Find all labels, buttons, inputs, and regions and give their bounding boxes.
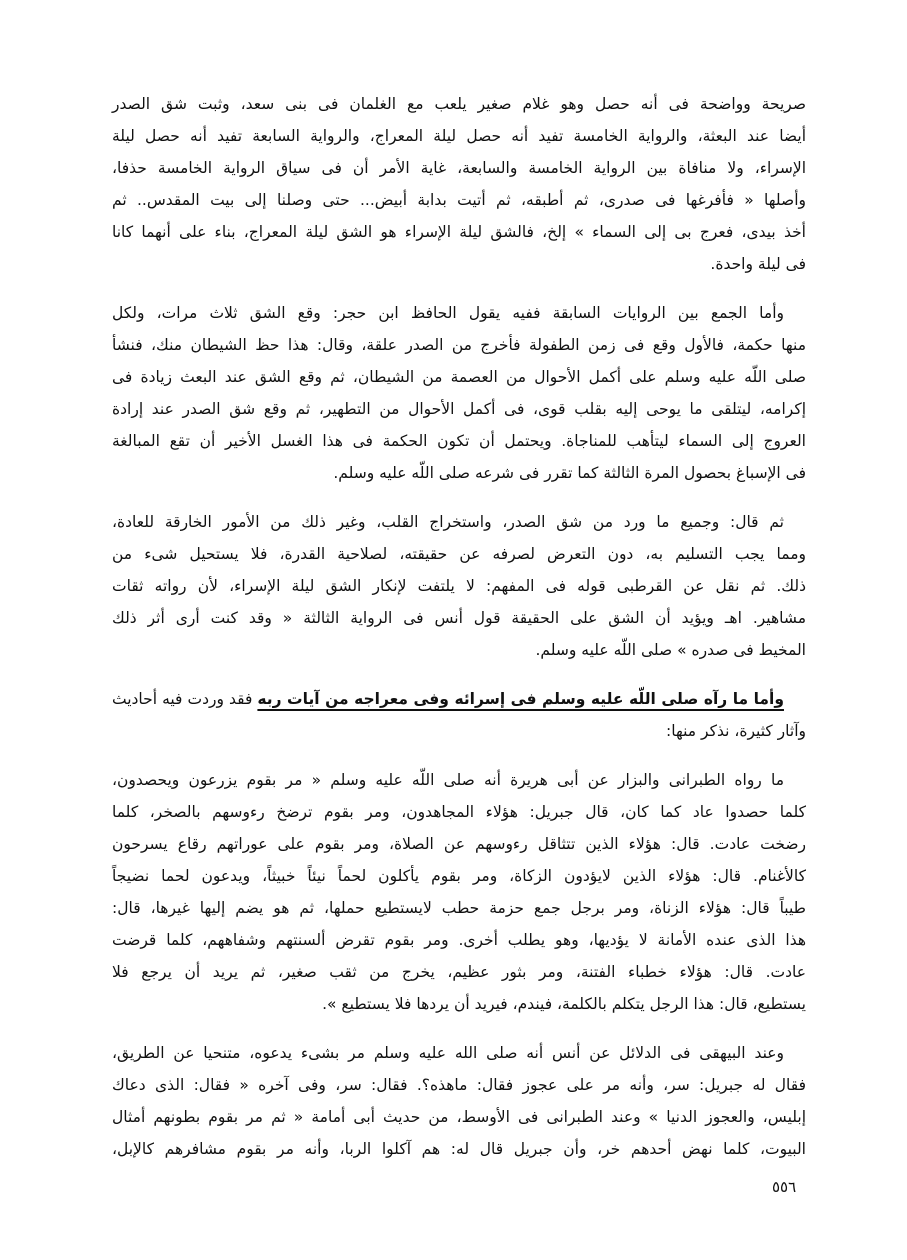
text-line: وأصلها « فأفرغها فى صدرى، ثم أطبقه، ثم أتيت بدابة أبيض... حتى وصلنا إلى بيت المقدس.. ثم [112,191,806,209]
text-line: وأما الجمع بين الروايات السابقة ففيه يقول الحافظ ابن حجر: وقع الشق ثلاث مرات، ولكل [112,304,784,322]
text-line: هذا الذى عنده الأمانة لا يؤديها، وهو يطلب أخرى. ومر بقوم تقرض ألسنتهم وشفاههم، كلما قرضت [112,931,806,949]
text-line: وعند البيهقى فى الدلائل عن أنس أنه صلى الله عليه وسلم مر بشىء يدعوه، متنحيا عن الطريق، [112,1044,784,1062]
text-line: إكرامه، ليتلقى ما يوحى إليه بقلب قوى، فى أكمل الأحوال من التطهير، ثم وقع شق الصدر عند إرادة [112,400,806,418]
text-line: وآثار كثيرة، نذكر منها: [666,722,806,740]
text-line: أيضا عند البعثة، والرواية الخامسة تفيد أنه حصل ليلة المعراج، والرواية السابعة تفيد أنه حصل ليلة [112,127,806,145]
text-line: الإسراء، ولا منافاة بين الرواية الخامسة والسابعة، غاية الأمر أن فى سياق الرواية الخامسة حذفا، [112,159,806,177]
text-line: العروج إلى السماء ليتأهب للمناجاة. ويحتمل أن تكون الحكمة فى هذا الغسل الأخير أن تقع المبالغة [112,432,806,450]
text-line: منها حكمة، فالأول وقع فى زمن الطفولة فأخرج من الصدر علقة، وقال: هذا حظ الشيطان منك، فنشأ [112,336,806,354]
underlined-heading: وأما ما رآه صلى اللّه عليه وسلم فى إسرائه وفى معراجه من آيات ربه [257,690,784,708]
text-line: البيوت، كلما نهض أحدهم خر، وأن جبريل قال له: هم آكلوا الربا، وأنه مر بقوم مشافرهم كالإبل، [112,1140,806,1158]
text-line: فى الإسباغ بحصول المرة الثالثة كما تقرر فى شرعه صلى اللّه عليه وسلم. [333,464,806,482]
text-line: ثم قال: وجميع ما ورد من شق الصدر، واستخراج القلب، وغير ذلك من الأمور الخارقة للعادة، [112,513,784,531]
text-line: ذلك. ثم نقل عن القرطبى قوله فى المفهم: لا يلتفت لإنكار الشق ليلة الإسراء، لأن رواته ثقات [112,577,806,595]
text-line: فقال له جبريل: سر، وأنه مر على عجوز فقال: ماهذه؟. فقال: سر، وفى آخره « فقال: الذى دعاك [112,1076,806,1094]
text-line: ما رواه الطبرانى والبزار عن أبى هريرة أنه صلى اللّه عليه وسلم « مر بقوم يزرعون ويحصدون، [112,771,784,789]
paragraph-3 [112,506,806,666]
text-line [112,683,806,715]
text-line: صلى اللّه عليه وسلم على أكمل الأحوال من العصمة من الشيطان، ثم وقع الشق عند البعث زيادة فى [112,368,806,386]
text-line: عادت. قال: هؤلاء خطباء الفتنة، ومر بثور عظيم، يخرج من ثقب صغير، ثم يريد أن يرجع فلا [112,963,806,981]
text-line: طيباً قال: هؤلاء الزناة، ومر برجل جمع حزمة حطب لايستطيع حملها، ثم هو يضم إليها غيرها، قال: [112,899,806,917]
text-line: كالأغنام. قال: هؤلاء الذين لايؤدون الزكاة، ومر بقوم يأكلون لحماً نيئاً خبيثاً، ويدعون لحما نضيجاً [112,867,806,885]
text-line: يستطيع، قال: هذا الرجل يتكلم بالكلمة، فيندم، فيريد أن يردها فلا يستطيع ». [322,995,806,1013]
page-number: ٥٥٦ [772,1178,797,1196]
text-line: ومما يجب التسليم به، دون التعرض لصرفه عن حقيقته، لصلاحية القدرة، فلا يستحيل شىء من [112,545,806,563]
paragraph-1 [112,88,806,280]
document-page [112,88,806,1182]
paragraph-5 [112,764,806,1020]
heading-continuation: فقد وردت فيه أحاديث [112,690,258,708]
text-line: كلما حصدوا عاد كما كان، قال جبريل: هؤلاء المجاهدون، ومر بقوم ترضخ رءوسهم بالصخر، كلما [112,803,806,821]
text-line: فى ليلة واحدة. [710,255,806,273]
text-line: إبليس، والعجوز الدنيا » وعند الطبرانى فى الأوسط، من حديث أبى أمامة « ثم مر بقوم بطونهم أمثال [112,1108,806,1126]
paragraph-4-section-heading [112,683,806,747]
text-line: المخيط فى صدره » صلى اللّه عليه وسلم. [535,641,806,659]
text-line: أخذ بيدى، فعرج بى إلى السماء » إلخ، فالشق ليلة الإسراء هو الشق ليلة المعراج، بناء على أنهما كانا [112,223,806,241]
text-line: مشاهير. اهـ ويؤيد أن الشق على الحقيقة قول أنس فى الرواية الثالثة « وقد كنت أرى أثر ذلك [112,609,806,627]
text-line: صريحة وواضحة فى أنه حصل وهو غلام صغير يلعب مع الغلمان فى بنى سعد، وثبت شق الصدر [112,95,806,113]
text-line: رضخت عادت. قال: هؤلاء الذين تتثاقل رءوسهم عن الصلاة، ومر بقوم على عوراتهم رقاع يسرحون [112,835,806,853]
paragraph-2 [112,297,806,489]
paragraph-6 [112,1037,806,1165]
